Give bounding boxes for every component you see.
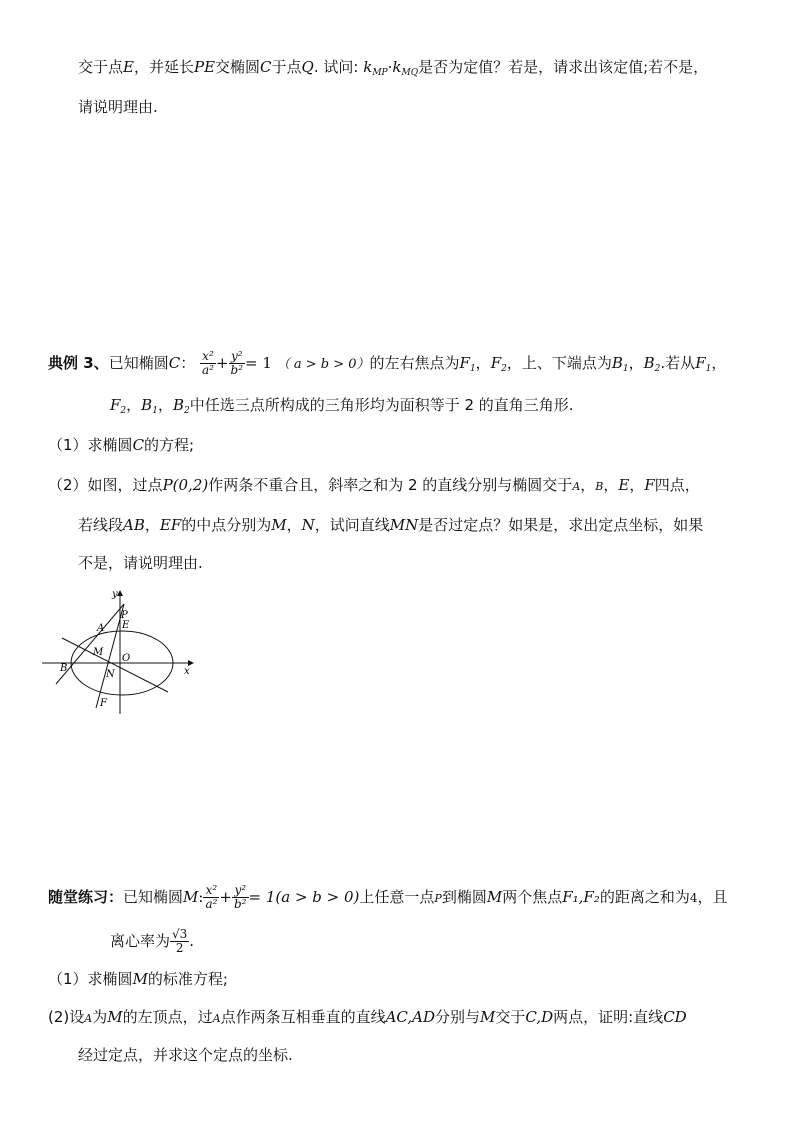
label-A: A <box>97 623 105 634</box>
label-O: O <box>122 653 131 664</box>
ex3-line-1: 典例 3、已知椭圆C： $\frac{\text{x²}}{\text{a²}}$ + $\frac{\text{y²}}{\text{b²}}$ = 1 （ a > b > 0）的左右焦点为$F_1$，$F_2$，上、下端点为$B_1$，$B_2$.若从$F_1$， <box>48 349 727 377</box>
prac-frac-y2-b2: $\frac{\text{y²}}{\text{b²}}$ <box>234 883 247 911</box>
label-B: B <box>60 663 68 674</box>
prac-line-1: 随堂练习：已知椭圆M: $\frac{\text{x²}}{\text{a²}}$ + $\frac{\text{y²}}{\text{b²}}$ = 1(a > b > 0)上任意一点P到椭圆M两个焦点F₁,F₂的距离之和为4，且 <box>48 883 728 911</box>
label-E: E <box>122 620 130 631</box>
prac-q2-line-2: 经过定点，并求这个定点的坐标. <box>78 1046 293 1064</box>
prac-frac-x2-a2: $\frac{\text{x²}}{\text{a²}}$ <box>205 883 218 911</box>
ex3-q2: （2）如图，过点P(0,2)作两条不重合且，斜率之和为 2 的直线分别与椭圆交于A，B，E，F四点， <box>48 476 700 494</box>
label-x: x <box>184 666 190 677</box>
prac-label: 随堂练习： <box>48 888 124 906</box>
prac-line-2: 离心率为 $\frac{√3}{2}$ . <box>110 927 195 955</box>
label-y: y <box>112 589 118 600</box>
ellipse-C: C <box>260 58 272 76</box>
slope-kMQ: $k_{MQ}$ <box>392 58 419 78</box>
frac-x2-a2: $\frac{\text{x²}}{\text{a²}}$ <box>201 349 214 377</box>
ex3-q2-line-3: 不是，请说明理由. <box>78 554 203 572</box>
ex3-label: 典例 3 <box>48 354 94 372</box>
frac-sqrt3-2: $\frac{√3}{2}$ <box>172 927 188 955</box>
label-F: F <box>100 698 107 709</box>
point-Q: Q <box>301 58 314 76</box>
ex3-line-2: $F_2$，$B_1$，$B_2$中任选三点所构成的三角形均为面积等于 2 的直角三角形. <box>110 396 574 416</box>
y-axis-arrow-icon <box>117 590 123 596</box>
line-MN <box>62 638 168 692</box>
prac-q2: (2)设A为M的左顶点，过A点作两条互相垂直的直线AC,AD分别与M交于C,D两点，证明:直线CD <box>48 1008 687 1026</box>
ex3-q2-line-2: 若线段AB，EF的中点分别为M，N，试问直线MN是否过定点？如果是，求出定点坐标，如果 <box>78 516 704 534</box>
point-E: E <box>123 58 134 76</box>
segment-PE: PE <box>193 58 216 76</box>
cont-line-2: 请说明理由. <box>78 98 158 116</box>
ex3-q1: （1）求椭圆C的方程; <box>48 436 195 454</box>
cont-line-1: 交于点E，并延长PE交椭圆C于点Q. 试问: $k_{MP}\cdot k_{MQ}$是否为定值？若是，请求出该定值;若不是， <box>78 58 709 78</box>
label-N: N <box>106 669 115 680</box>
ellipse-figure <box>40 588 200 718</box>
frac-y2-b2: $\frac{\text{y²}}{\text{b²}}$ <box>230 349 244 377</box>
slope-kMP: $k_{MP}$ <box>363 58 388 78</box>
label-P: P <box>121 610 128 621</box>
prac-q1: （1）求椭圆M的标准方程; <box>48 970 228 988</box>
label-M: M <box>93 647 104 658</box>
